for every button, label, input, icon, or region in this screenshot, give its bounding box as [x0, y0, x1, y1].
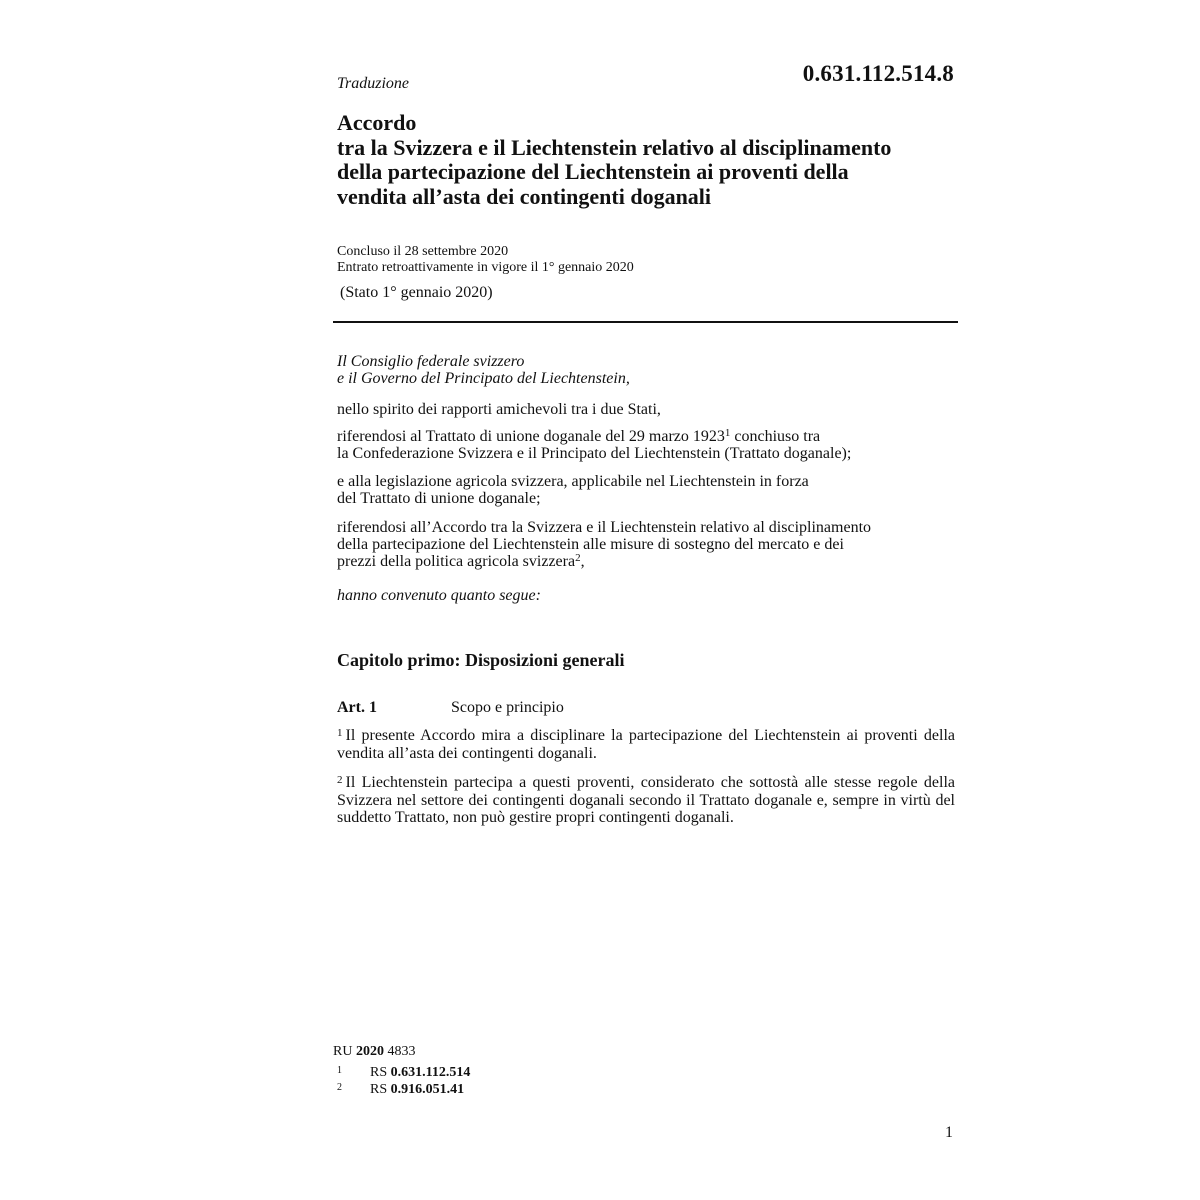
document-title: Accordo tra la Svizzera e il Liechtenstein relativo al disciplinamento della partecipazione del Liechtenstein ai proventi della vendita all’asta dei contingenti doganali — [337, 110, 892, 209]
ru-page: 4833 — [387, 1044, 416, 1059]
paragraph-number-1: 1 — [337, 727, 343, 739]
translation-label: Traduzione — [337, 75, 410, 92]
footnote-1 — [337, 1063, 470, 1081]
article-paragraph-1 — [337, 727, 955, 762]
article-title: Scopo e principio — [451, 699, 564, 716]
agreement-clause: hanno convenuto quanto segue: — [337, 587, 541, 604]
footnote-1-ref[interactable]: 0.631.112.514 — [390, 1065, 471, 1080]
footnote-2 — [337, 1080, 464, 1098]
footnote-1-prefix: RS — [370, 1065, 388, 1080]
preamble-paragraph-4 — [337, 519, 871, 570]
article-paragraph-1-text: Il presente Accordo mira a disciplinare la partecipazione del Liechtenstein ai proventi della vendita all’asta dei contingenti doganali. — [337, 727, 955, 762]
preamble-paragraph-2 — [337, 428, 851, 462]
chapter-heading: Capitolo primo: Disposizioni generali — [337, 650, 625, 670]
preamble-paragraph-3: e alla legislazione agricola svizzera, applicabile nel Liechtenstein in forza del Trattato di unione doganale; — [337, 473, 809, 507]
paragraph-number-2: 2 — [337, 774, 343, 786]
article-paragraph-2 — [337, 774, 955, 827]
article-number: Art. 1 — [337, 699, 377, 716]
ru-year: 2020 — [355, 1044, 384, 1059]
preamble-paragraph-1: nello spirito dei rapporti amichevoli tra i due Stati, — [337, 401, 661, 418]
contracting-parties: Il Consiglio federale svizzero e il Governo del Principato del Liechtenstein, — [337, 353, 630, 387]
footnote-ref-1[interactable]: 1 — [724, 427, 731, 439]
preamble-paragraph-2-text: riferendosi al Trattato di unione doganale del 29 marzo 1923 — [337, 428, 725, 445]
ru-prefix: RU — [333, 1044, 353, 1059]
footnote-1-number: 1 — [337, 1065, 342, 1076]
document-number: 0.631.112.514.8 — [802, 61, 954, 86]
page-number: 1 — [945, 1124, 953, 1141]
title-divider — [333, 321, 958, 323]
preamble-paragraph-4-text: riferendosi all’Accordo tra la Svizzera e il Liechtenstein relativo al disciplinamento della partecipazione del Liechtenstein alle misure di sostegno del mercato e dei prezzi della politica agricola svizzera — [337, 519, 872, 570]
footnote-ref-2[interactable]: 2 — [575, 552, 581, 564]
article-paragraph-2-text: Il Liechtenstein partecipa a questi proventi, considerato che sottostà alle stesse regole della Svizzera nel settore dei contingenti doganali secondo il Trattato doganale e, sempre in virtù del suddetto Trattato, non può gestire propri contingenti doganali. — [337, 774, 955, 826]
status-date: (Stato 1° gennaio 2020) — [340, 284, 493, 301]
concluded-date: Concluso il 28 settembre 2020 — [337, 244, 509, 259]
entry-into-force: Entrato retroattivamente in vigore il 1° gennaio 2020 — [337, 260, 634, 275]
footnote-2-number: 2 — [337, 1082, 342, 1093]
footnote-2-prefix: RS — [370, 1082, 388, 1097]
preamble-paragraph-4-text-cont: , — [580, 553, 585, 570]
preamble-paragraph-2-text-cont: conchiuso tra la Confederazione Svizzera e il Principato del Liechtenstein (Trattato doganale); — [337, 428, 852, 462]
footnote-2-ref[interactable]: 0.916.051.41 — [390, 1082, 465, 1097]
official-collection-ref — [333, 1043, 415, 1060]
